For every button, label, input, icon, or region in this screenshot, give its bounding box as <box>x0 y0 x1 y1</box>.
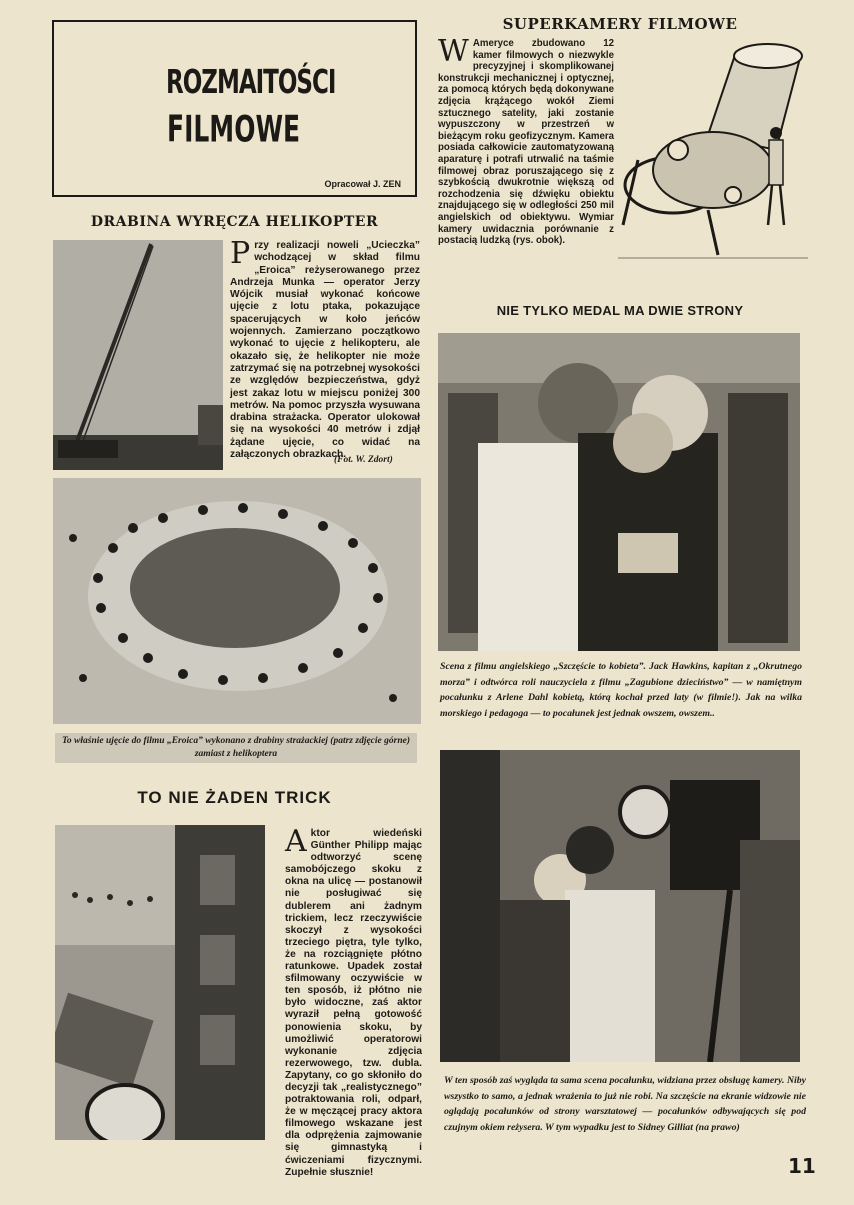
ladder-body-text: rzy realizacji noweli „Ucieczka” wchodzącej w skład filmu „Eroica” reżyserowanego przez Andrzeja Munka — operator Jerzy Wójcik musiał wykonać końcowe ujęcie z lotu ptaka, pokazujące spacerujących w koło jeńców wojennych. Zamierzano początkowo wykonać to ujęcie z helikopteru, ale okazało się, że helikopter nie może zatrzymać się na potrzebnej wysokości ze względów bezpieczeństwa, gdyż jest zakaz lotu w miejscu poniżej 300 metrów. Na pomoc przyszła wysuwana drabina strażacka. Operator ulokował się na wysokości 40 metrów i zdjął żądane ujęcie, co widać na załączonych obrazkach. <box>230 240 420 461</box>
medal-caption-top: Scena z filmu angielskiego „Szczęście to kobieta”. Jack Hawkins, kapitan z „Okrutnego morza” i odtwórca roli nauczyciela z filmu „Zagubione dzieciństwo” — w namiętnym pocałunku z Arlene Dahl kobietą, którą kochał przed laty (w filmie!). Jak na wilka morskiego i pedagoga — to pocałunek jest jednak owszem, owszem.. <box>440 661 802 719</box>
camera-crew-photo <box>440 750 800 1062</box>
cameras-headline: SUPERKAMERY FILMOWE <box>502 15 738 33</box>
page-number: 11 <box>788 1154 816 1178</box>
trick-body-text: ktor wiedeński Günther Philipp mając odtworzyć scenę samobójczego skoku z okna na ulicę — postanowił nie posługiwać się dublerem ani żadnym trickiem, lecz rzeczywiście skoczył z wysokości trzeciego piętra, tyle tylko, że na rozciągnięte płótno ratunkowe. Upadek został sfilmowany oczywiście w ten sposób, iż płótno nie było widoczne, zaś aktor wyraził pełną gotowość ponowienia skoku, by umożliwić operatorowi wykonanie zdjęcia rezerwowego, tzw. dubla. Zapytany, co go skłoniło do decyzji tak „realistycznego” potraktowania roli, odparł, że w męczącej pracy aktora filmowego wskazane jest dla odprężenia zajmowanie się gimnastyką i ćwiczeniami fizycznymi. Zupełnie słusznie! <box>285 828 422 1178</box>
prisoners-photo <box>53 478 421 724</box>
trick-headline: TO NIE ŻADEN TRICK <box>137 788 332 807</box>
camera-drawing <box>618 40 808 270</box>
trick-dropcap: A <box>285 824 307 859</box>
ladder-credit: (Fot. W. Zdort) <box>334 455 393 465</box>
ladder-caption: To właśnie ujęcie do filmu „Eroica” wykonano z drabiny strażackiej (patrz zdjęcie górne) zamiast z helikoptera <box>55 733 417 763</box>
kiss-photo <box>438 333 800 651</box>
ladder-photo <box>53 240 223 470</box>
jump-photo <box>55 825 265 1140</box>
ladder-dropcap: P <box>230 236 251 271</box>
ladder-headline: DRABINA WYRĘCZA HELIKOPTER <box>90 214 379 230</box>
cameras-body-text: Ameryce zbudowano 12 kamer filmowych o niezwykle precyzyjnej i skomplikowanej konstrukcji mechanicznej i optycznej, za pomocą których będą dokonywane zdjęcia krążącego wokół Ziemi sztucznego satelity, jaki zostanie wypuszczony w przestrzeń w bieżącym roku geofizycznym. Kamera posiada całkowicie zautomatyzowaną aparaturę i potrafi utrwalić na taśmie filmowej obraz poruszającego się z szybkością dwukrotnie większą od rozchodzenia się dźwięku obiektu znajdującego się w odległości 250 mil angielskich od obiektywu. Wymiar kamery uwidacznia porównanie z postacią ludzką (rys. obok). <box>438 38 614 247</box>
trick-body <box>285 824 422 1178</box>
masthead-title-line1: ROZMAITOŚCI <box>166 64 336 102</box>
masthead-title-line2: FILMOWE <box>167 108 301 151</box>
medal-caption-bottom: W ten sposób zaś wygląda ta sama scena pocałunku, widziana przez obsługę kamery. Niby wszystko to samo, a jednak wrażenia to już nie robi. Na szczęście na ekranie widzowie nie oglądają pocałunków od strony warsztatowej — pocałunków odbywających się pod czujnym okiem reżysera. W tym wypadku jest to Sidney Gilliat (na prawo) <box>444 1075 806 1133</box>
masthead-byline: Opracował J. ZEN <box>324 179 401 189</box>
cameras-dropcap: W <box>438 34 469 69</box>
cameras-body <box>438 34 614 268</box>
medal-headline: NIE TYLKO MEDAL MA DWIE STRONY <box>496 303 744 318</box>
masthead-box <box>52 20 417 197</box>
